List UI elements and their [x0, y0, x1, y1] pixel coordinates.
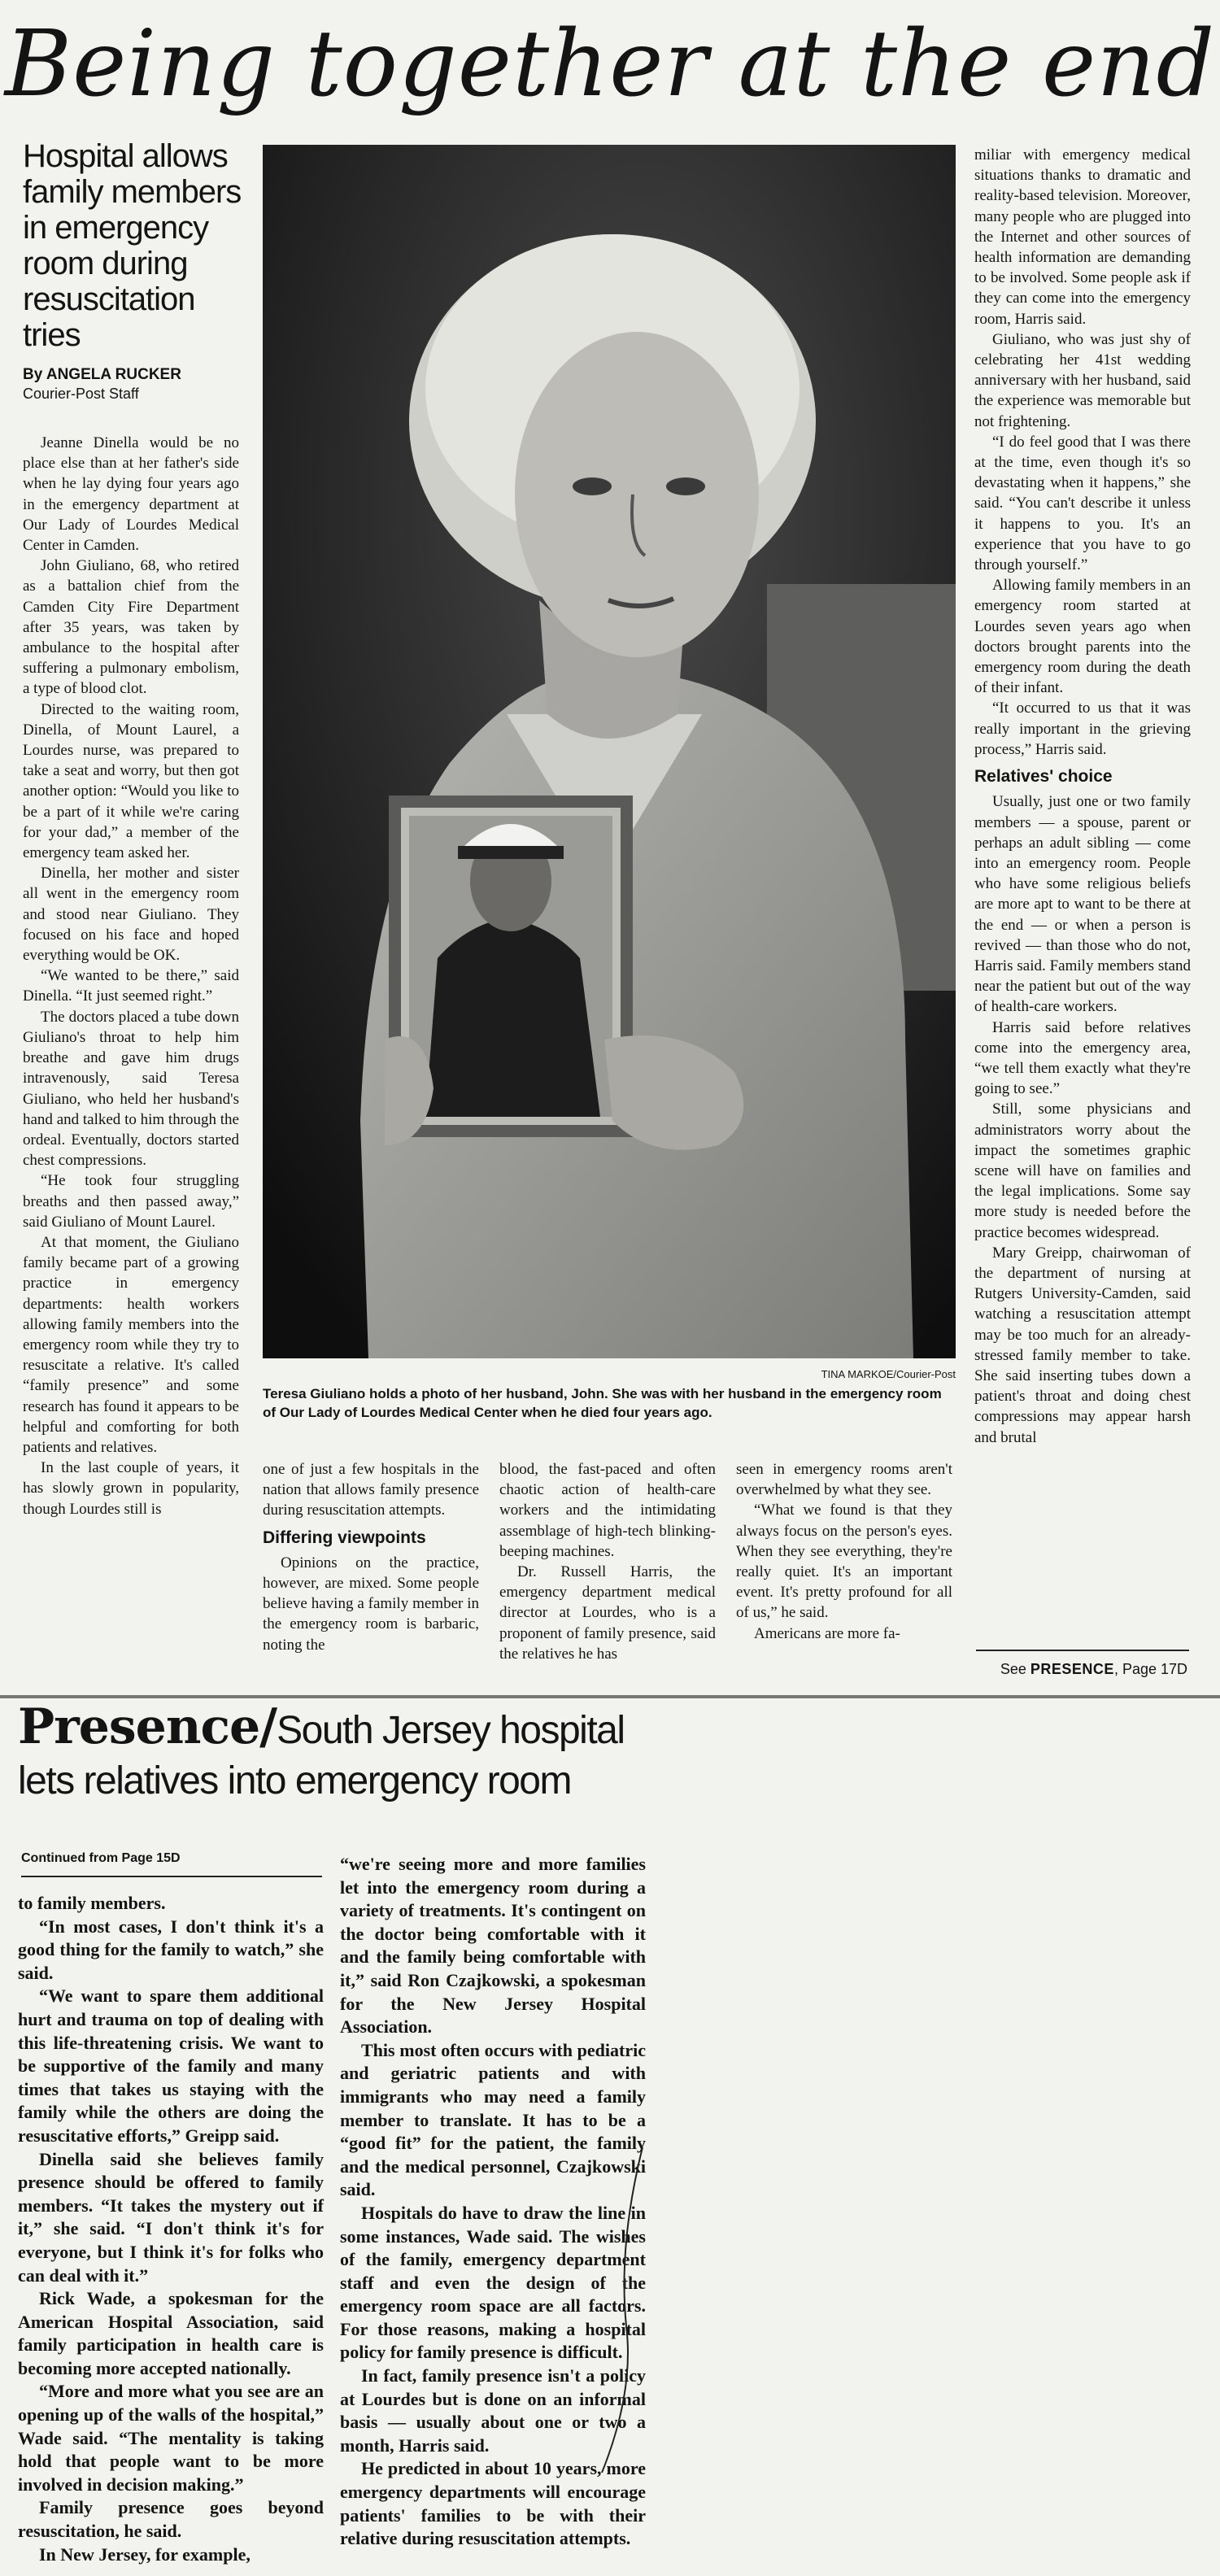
paragraph: Usually, just one or two family members — a spouse, parent or perhaps an adult sibling — come into an emergency room. People who have some religious beliefs are more apt to want to be there at the end — or when a person is revived — than those who do not, Harris said. Family members stand near the patient but out of the way of health-care workers.	[974, 793, 1191, 1016]
paragraph: In the last couple of years, it has slowly grown in popularity, though Lourdes still is	[23, 1459, 239, 1518]
paragraph: Directed to the waiting room, Dinella, of Mount Laurel, a Lourdes nurse, was prepared to take a seat and worry, but then got another option: “Would you like to be a part of it while we're caring for your dad,” a member of the emergency team asked her.	[23, 700, 239, 862]
paragraph: to family members.	[18, 1893, 166, 1913]
jump-keyword: PRESENCE	[1030, 1661, 1114, 1677]
paragraph: Dinella, her mother and sister all went in the emergency room and stood near Giuliano. They focused on his face and hoped everything would be OK.	[23, 865, 239, 965]
paragraph: Hospitals do have to draw the line in some instances, Wade said. The wishes of the family, emergency department staff and even the design of the emergency room space are all factors. For those reasons, making a hospital policy for family presence is difficult.	[340, 2202, 646, 2363]
photo-credit: TINA MARKOE/Courier-Post	[821, 1368, 956, 1380]
paragraph: Family presence goes beyond resuscitation, he said.	[18, 2497, 324, 2542]
paragraph: At that moment, the Giuliano family became part of a growing practice in emergency departments: health workers allowing family members into the emergency room while they try to resuscitate a relative. It's called “family presence” and some research has found it appears to be helpful and comforting for both patients and relatives.	[23, 1233, 239, 1456]
paragraph: “I do feel good that I was there at the time, even though it's so devastating when it happens,” she said. “You can't describe it unless it happens to you. It's an experience that you have to go through yourself.”	[974, 433, 1191, 574]
pen-mark	[569, 2147, 659, 2473]
paragraph: Rick Wade, a spokesman for the American Hospital Association, said family participation in health care is becoming more accepted nationally.	[18, 2288, 324, 2378]
paragraph: “More and more what you see are an opening up of the walls of the hospital,” Wade said. “The mentality is taking hold that people want to be more involved in decision making.”	[18, 2381, 324, 2495]
paragraph: miliar with emergency medical situations thanks to dramatic and reality-based television. Moreover, many people who are plugged into the Internet and other sources of health information are demanding to be involved. Some people ask if they can come into the emergency room, Harris said.	[974, 146, 1191, 328]
paragraph: blood, the fast-paced and often chaotic action of health-care workers and the intimidating assemblage of high-tech blinking-beeping machines.	[499, 1461, 716, 1560]
byline: By ANGELA RUCKER	[23, 366, 181, 383]
article-column-3	[499, 1459, 716, 1664]
paragraph: Mary Greipp, chairwoman of the department of nursing at Rutgers University-Camden, said watching a resuscitation attempt may be too much for an already-stressed family member to take. She said inserting tubes down a patient's throat and doing chest compressions may appear harsh and brutal	[974, 1244, 1191, 1446]
byline-org: Courier-Post Staff	[23, 386, 139, 402]
jump-page: , Page 17D	[1113, 1661, 1187, 1677]
paragraph: The doctors placed a tube down Giuliano's throat to help him breathe and gave him drugs intravenously, said Teresa Giuliano, who held her husband's hand and talked to him through the ordeal. Eventually, doctors started chest compressions.	[23, 1008, 239, 1170]
continuation-head-line-2: lets relatives into emergency room	[18, 1759, 571, 1802]
paragraph: Americans are more fa-	[754, 1624, 900, 1642]
article-column-5	[974, 145, 1191, 1448]
paragraph: Still, some physicians and administrators worry about the impact the sometimes graphic scene will have on families and the legal implications. Some say more study is needed before the practice becomes widespread.	[974, 1101, 1191, 1241]
subhead-relatives-choice: Relatives' choice	[974, 767, 1113, 787]
article-column-2	[263, 1459, 479, 1655]
paragraph: Allowing family members in an emergency room started at Lourdes seven years ago when doctors brought parents into the emergency room during the death of their infant.	[974, 577, 1191, 697]
paragraph: In New Jersey, for example,	[39, 2543, 251, 2565]
paragraph: Dinella said she believes family presence should be offered to family members. “It takes the mystery out if it,” she said. “I don't think it's for everyone, but I think it's for folks who can deal with it.”	[18, 2148, 324, 2286]
paragraph: “What we found is that they always focus on the person's eyes. When they see everything, they're really quiet. It's an important event. It's pretty profound for all of us,” he said.	[736, 1502, 952, 1622]
paragraph: Jeanne Dinella would be no place else than at her father's side when he lay dying four years ago in the emergency department at Our Lady of Lourdes Medical Center in Camden.	[23, 434, 239, 555]
continued-rule	[21, 1876, 322, 1877]
continuation-head-line-1: South Jersey hospital	[277, 1709, 625, 1752]
paragraph: Harris said before relatives come into the emergency area, “we tell them exactly what they're going to see.”	[974, 1018, 1191, 1098]
paragraph: Giuliano, who was just shy of celebrating her 41st wedding anniversary with her husband, said the experience was memorable but not frightening.	[974, 330, 1191, 430]
paragraph: This most often occurs with pediatric and geriatric patients and with immigrants who may need a family member to translate. It has to be a “good fit” for the patient, the family and the medical personnel, Czajkowski said.	[340, 2039, 646, 2200]
jump-line	[943, 1661, 1187, 1678]
photo	[263, 145, 956, 1358]
photo-woman-holding-portrait	[263, 145, 956, 1358]
jump-see: See	[1000, 1661, 1026, 1677]
paragraph: In fact, family presence isn't a policy at Lourdes but is done on an informal basis — usually about one or two a month, Harris said.	[340, 2365, 646, 2456]
continuation-headline	[18, 1698, 994, 1807]
subhead-differing-viewpoints: Differing viewpoints	[263, 1528, 426, 1547]
paragraph: John Giuliano, 68, who retired as a battalion chief from the Camden City Fire Department after 35 years, was taken by ambulance to the hospital after suffering a pulmonary embolism, a type of blood clot.	[23, 557, 239, 698]
continued-from: Continued from Page 15D	[21, 1851, 181, 1865]
paragraph: Opinions on the practice, however, are mixed. Some people believe having a family member in the emergency room is barbaric, noting the	[263, 1554, 479, 1654]
paragraph: “In most cases, I don't think it's a good thing for the family to watch,” she said.	[18, 1916, 324, 1983]
paragraph: one of just a few hospitals in the nation that allows family presence during resuscitation attempts.	[263, 1461, 479, 1519]
article-column-4	[736, 1459, 952, 1644]
photo-caption: Teresa Giuliano holds a photo of her husband, John. She was with her husband in the emergency room of Our Lady of Lourdes Medical Center when he died four years ago.	[263, 1386, 942, 1420]
paragraph: “We want to spare them additional hurt and trauma on top of dealing with this life-threatening crisis. We want to be supportive of the family and many times that takes us staying with the family while the others are doing the resuscitative efforts,” Greipp said.	[18, 1985, 324, 2146]
continuation-keyword: Presence/	[18, 1698, 277, 1755]
paragraph: seen in emergency rooms aren't overwhelmed by what they see.	[736, 1461, 952, 1499]
paragraph: “He took four struggling breaths and then passed away,” said Giuliano of Mount Laurel.	[23, 1172, 239, 1231]
deck: Hospital allows family members in emergency room during resuscitation tries	[23, 138, 242, 353]
article-column-1	[23, 433, 239, 1519]
paragraph: “we're seeing more and more families let into the emergency room during a variety of treatments. It's contingent on the doctor being comfortable with it and the family being comfortable with it,” said Ron Czajkowski, a spokesman for the New Jersey Hospital Association.	[340, 1854, 646, 2038]
paragraph: “We wanted to be there,” said Dinella. “It just seemed right.”	[23, 967, 239, 1005]
paragraph: Dr. Russell Harris, the emergency department medical director at Lourdes, who is a proponent of family presence, said the relatives he has	[499, 1563, 716, 1663]
headline: Being together at the end	[4, 11, 1216, 117]
jump-rule	[976, 1650, 1189, 1651]
continuation-column-1	[18, 1892, 324, 2566]
paragraph: He predicted in about 10 years, more emergency departments will encourage patients' families to be with their relative during resuscitation attempts.	[340, 2458, 646, 2549]
paragraph: “It occurred to us that it was really important in the grieving process,” Harris said.	[974, 700, 1191, 758]
